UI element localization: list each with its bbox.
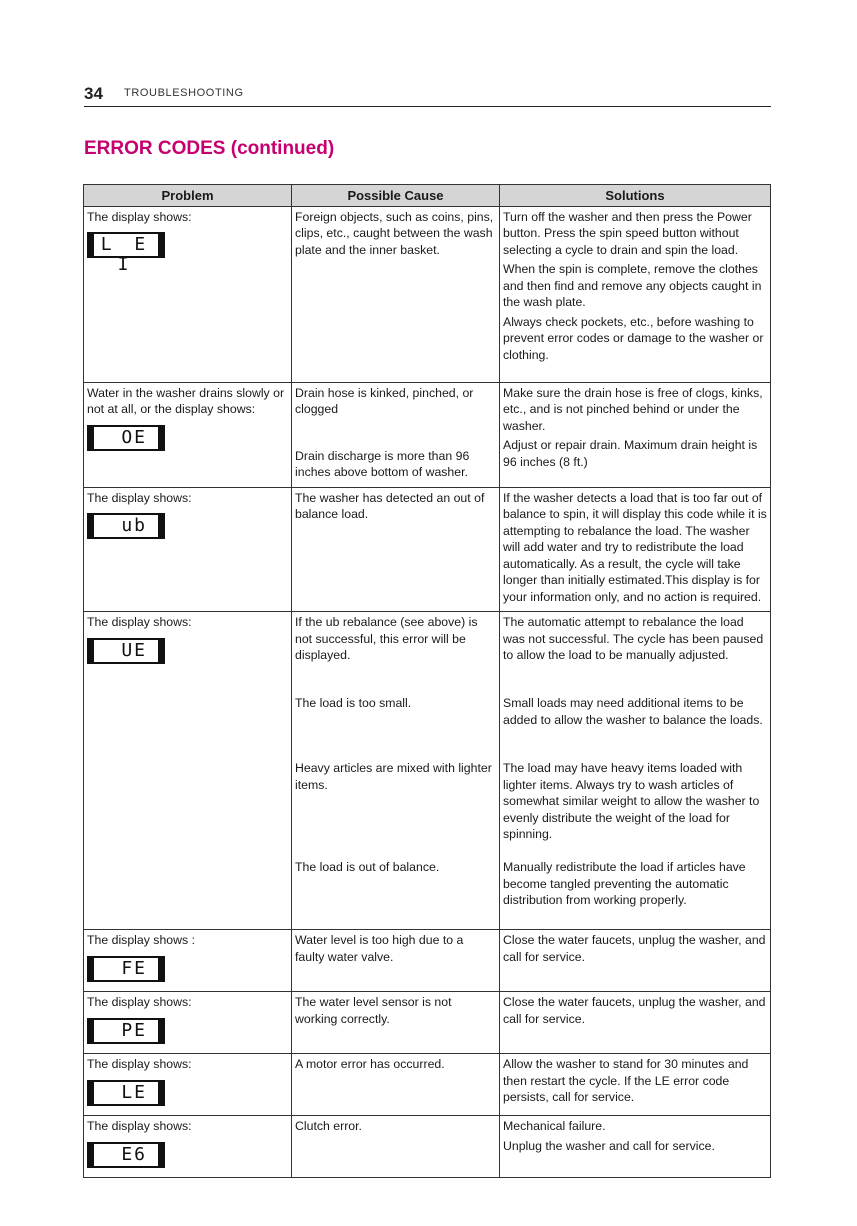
error-code: ub (121, 515, 147, 536)
problem-cell (84, 1054, 292, 1116)
problem-cell (84, 206, 292, 382)
header-possible-cause: Possible Cause (292, 185, 500, 207)
cause-cell (292, 206, 500, 382)
problem-text: The display shows : (87, 933, 195, 947)
solution-text: Turn off the washer and then press the Power button. Press the spin speed button without selecting a cycle to drain and spin the load. (503, 209, 752, 257)
problem-text: The display shows: (87, 209, 192, 224)
lcd-display-icon (87, 1018, 165, 1044)
section-label: TROUBLESHOOTING (124, 87, 244, 99)
solution-cell (500, 206, 771, 382)
lcd-display-icon (87, 513, 165, 539)
cause-cell (292, 1116, 500, 1178)
problem-cell (84, 382, 292, 487)
solution-cell (500, 1116, 771, 1178)
lcd-display-icon (87, 425, 165, 451)
lcd-display-icon (87, 956, 165, 982)
error-code: OE (121, 426, 147, 448)
table-row (84, 206, 771, 382)
lcd-display-icon (87, 638, 165, 664)
cause-text: If the ub rebalance (see above) is not successful, this error will be displayed. (295, 615, 478, 662)
solution-cell (500, 612, 771, 930)
solution-text: Make sure the drain hose is free of clogs, kinks, etc., and is not pinched behind or under the washer. (503, 385, 763, 433)
header-problem: Problem (84, 185, 292, 207)
solution-cell (500, 930, 771, 992)
cause-cell (292, 930, 500, 992)
solution-text: Mechanical failure. (503, 1119, 606, 1133)
cause-cell (292, 1054, 500, 1116)
problem-text: Water in the washer drains slowly or not at all, or the display shows: (87, 385, 285, 416)
solution-text: Small loads may need additional items to be added to allow the washer to balance the loads. (503, 696, 763, 727)
problem-text: The display shows: (87, 1119, 192, 1133)
problem-cell (84, 612, 292, 930)
error-code: UE (121, 639, 147, 661)
table-row (84, 930, 771, 992)
problem-cell (84, 930, 292, 992)
problem-text: The display shows: (87, 1057, 192, 1071)
error-code: FE (121, 957, 147, 979)
solution-text: Manually redistribute the load if articles have become tangled preventing the automatic distribution from working properly. (503, 860, 746, 907)
table-row (84, 382, 771, 487)
table-row (84, 1054, 771, 1116)
problem-cell (84, 992, 292, 1054)
problem-text: The display shows: (87, 995, 192, 1009)
table-row (84, 487, 771, 612)
page-title: ERROR CODES (continued) (84, 138, 335, 159)
header-solutions: Solutions (500, 185, 771, 207)
page-header (84, 84, 771, 107)
solution-text: Unplug the washer and call for service. (503, 1138, 715, 1153)
lcd-display-icon (87, 1080, 165, 1106)
problem-cell (84, 487, 292, 612)
error-codes-table (83, 184, 771, 1178)
cause-text: Heavy articles are mixed with lighter items. (295, 761, 492, 792)
solution-cell (500, 487, 771, 612)
error-code: L E I (100, 234, 152, 275)
error-code: PE (121, 1019, 147, 1041)
solution-text: Close the water faucets, unplug the washer, and call for service. (503, 933, 766, 964)
lcd-display-icon (87, 1142, 165, 1168)
cause-cell (292, 612, 500, 930)
cause-text: Drain discharge is more than 96 inches above bottom of washer. (295, 448, 470, 479)
error-code: LE (121, 1081, 147, 1103)
problem-cell (84, 1116, 292, 1178)
solution-text: Adjust or repair drain. Maximum drain height is 96 inches (8 ft.) (503, 438, 758, 469)
solution-text: The automatic attempt to rebalance the load was not successful. The cycle has been paused to allow the load to be manually adjusted. (503, 615, 764, 662)
cause-text: The load is too small. (295, 696, 412, 710)
solution-text: If the washer detects a load that is too far out of balance to spin, it will display this code while it is attempting to rebalance the load. The washer will add water and try to redistribute the load automatically. As a result, the cycle will take longer than initially estimated.This display is for your information only, and no action is required. (503, 490, 767, 604)
cause-text: Foreign objects, such as coins, pins, clips, etc., caught between the wash plate and the inner basket. (295, 209, 494, 257)
page-number: 34 (84, 84, 103, 103)
cause-cell (292, 487, 500, 612)
table-header-row (84, 185, 771, 207)
solution-text: When the spin is complete, remove the clothes and then find and remove any objects caught in the wash plate. (503, 262, 762, 309)
cause-text: The washer has detected an out of balance load. (295, 490, 485, 521)
table-row (84, 612, 771, 930)
solution-cell (500, 382, 771, 487)
solution-text: Close the water faucets, unplug the washer, and call for service. (503, 995, 766, 1026)
cause-text: A motor error has occurred. (295, 1057, 445, 1071)
error-code: E6 (121, 1143, 147, 1165)
table-row (84, 1116, 771, 1178)
cause-cell (292, 382, 500, 487)
cause-text: The load is out of balance. (295, 860, 440, 874)
cause-text: Water level is too high due to a faulty water valve. (295, 933, 464, 964)
solution-text: Allow the washer to stand for 30 minutes and then restart the cycle. If the LE error code persists, call for service. (503, 1057, 749, 1104)
solution-text: Always check pockets, etc., before washing to prevent error codes or damage to the washer or clothing. (503, 314, 764, 362)
cause-cell (292, 992, 500, 1054)
lcd-display-icon (87, 232, 165, 275)
cause-text: Clutch error. (295, 1119, 362, 1133)
table-row (84, 992, 771, 1054)
problem-text: The display shows: (87, 490, 192, 505)
cause-text: Drain hose is kinked, pinched, or clogged (295, 385, 474, 416)
cause-text: The water level sensor is not working correctly. (295, 995, 452, 1026)
solution-cell (500, 1054, 771, 1116)
problem-text: The display shows: (87, 615, 192, 629)
solution-cell (500, 992, 771, 1054)
solution-text: The load may have heavy items loaded with lighter items. Always try to wash articles of somewhat similar weight to allow the washer to evenly distribute the weight of the load for spinning. (503, 761, 760, 841)
